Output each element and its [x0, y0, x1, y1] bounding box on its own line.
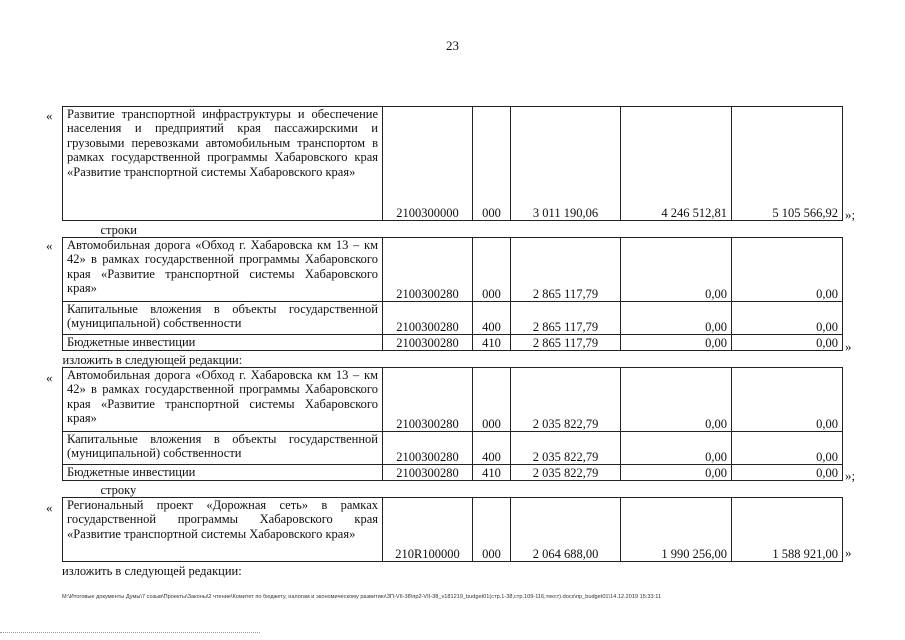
expense-type-code: 410 — [473, 465, 511, 481]
section-note: изложить в следующей редакции: — [62, 352, 243, 367]
table-row — [63, 368, 843, 432]
section-note: строки — [100, 222, 137, 237]
amount-year-3: 5 105 566,92 — [732, 107, 843, 221]
close-quote: »; — [845, 468, 856, 483]
row-description: Автомобильная дорога «Обход г. Хабаровска км 13 – км 42» в рамках государственной программы Хабаровского края «Развитие транспортной системы Хабаровского края» — [63, 238, 383, 302]
section-note: строку — [100, 482, 137, 497]
row-description: Автомобильная дорога «Обход г. Хабаровска км 13 – км 42» в рамках государственной программы Хабаровского края «Развитие транспортной системы Хабаровского края» — [63, 368, 383, 432]
amount-year-2: 0,00 — [621, 238, 732, 302]
row-description: Капитальные вложения в объекты государственной (муниципальной) собственности — [63, 432, 383, 465]
target-article-code: 2100300000 — [383, 107, 473, 221]
amount-year-1: 2 865 117,79 — [511, 335, 621, 351]
table-row — [63, 335, 843, 351]
open-quote: « — [46, 238, 53, 253]
row-description: Бюджетные инвестиции — [63, 465, 383, 481]
amount-year-2: 4 246 512,81 — [621, 107, 732, 221]
row-description: Развитие транспортной инфраструктуры и обеспечение населения и предприятий края пассажирскими и грузовыми перевозками автомобильным транспортом в рамках государственной программы Хабаровского края «Развитие транспортной системы Хабаровского края» — [63, 107, 383, 221]
section-note-row — [63, 481, 843, 498]
page-number: 23 — [446, 38, 459, 53]
amount-year-2: 0,00 — [621, 335, 732, 351]
expense-type-code: 000 — [473, 368, 511, 432]
row-description: Региональный проект «Дорожная сеть» в рамках государственной программы Хабаровского края «Развитие транспортной системы Хабаровского края» — [63, 498, 383, 562]
file-path-footer: M:\Итоговые документы Думы\7 созыв\Проекты\Законы\2 чтение\Комитет по бюджету, налогам и экономическому развитию\ЗП-VII-38\пр2-VII-38_v181219_budget01(стр.1-38,стр.109-116,текст).docx\пр_budget01\14.12.2019 15:33:11 — [62, 594, 662, 600]
target-article-code: 2100300280 — [383, 432, 473, 465]
amount-year-2: 0,00 — [621, 432, 732, 465]
table-row — [63, 465, 843, 481]
row-description: Капитальные вложения в объекты государственной (муниципальной) собственности — [63, 302, 383, 335]
amount-year-2: 0,00 — [621, 368, 732, 432]
target-article-code: 2100300280 — [383, 238, 473, 302]
target-article-code: 2100300280 — [383, 368, 473, 432]
amount-year-1: 2 064 688,00 — [511, 498, 621, 562]
amount-year-3: 0,00 — [732, 238, 843, 302]
table-row — [63, 302, 843, 335]
amount-year-1: 2 865 117,79 — [511, 238, 621, 302]
expense-type-code: 000 — [473, 498, 511, 562]
close-quote: » — [845, 545, 852, 560]
trailing-note: изложить в следующей редакции: — [62, 564, 242, 578]
close-quote: » — [845, 339, 852, 354]
target-article-code: 2100300280 — [383, 335, 473, 351]
amount-year-1: 2 035 822,79 — [511, 465, 621, 481]
amount-year-3: 1 588 921,00 — [732, 498, 843, 562]
amount-year-3: 0,00 — [732, 335, 843, 351]
amount-year-3: 0,00 — [732, 302, 843, 335]
table-row — [63, 107, 843, 221]
section-note-row — [63, 221, 843, 238]
expense-type-code: 410 — [473, 335, 511, 351]
amount-year-1: 2 035 822,79 — [511, 368, 621, 432]
amount-year-1: 2 035 822,79 — [511, 432, 621, 465]
open-quote: « — [46, 500, 53, 515]
expense-type-code: 000 — [473, 107, 511, 221]
amount-year-2: 0,00 — [621, 302, 732, 335]
target-article-code: 2100300280 — [383, 302, 473, 335]
budget-amendment-table — [62, 106, 843, 562]
amount-year-3: 0,00 — [732, 465, 843, 481]
table-row — [63, 498, 843, 562]
open-quote: « — [46, 108, 53, 123]
section-note-row — [63, 351, 843, 368]
target-article-code: 210R100000 — [383, 498, 473, 562]
amount-year-2: 0,00 — [621, 465, 732, 481]
amount-year-1: 3 011 190,06 — [511, 107, 621, 221]
amount-year-1: 2 865 117,79 — [511, 302, 621, 335]
table-row — [63, 432, 843, 465]
amount-year-2: 1 990 256,00 — [621, 498, 732, 562]
target-article-code: 2100300280 — [383, 465, 473, 481]
close-quote: »; — [845, 207, 856, 222]
row-description: Бюджетные инвестиции — [63, 335, 383, 351]
open-quote: « — [46, 370, 53, 385]
amount-year-3: 0,00 — [732, 368, 843, 432]
expense-type-code: 400 — [473, 432, 511, 465]
amount-year-3: 0,00 — [732, 432, 843, 465]
expense-type-code: 400 — [473, 302, 511, 335]
table-row — [63, 238, 843, 302]
page-edge-line — [0, 632, 260, 633]
expense-type-code: 000 — [473, 238, 511, 302]
